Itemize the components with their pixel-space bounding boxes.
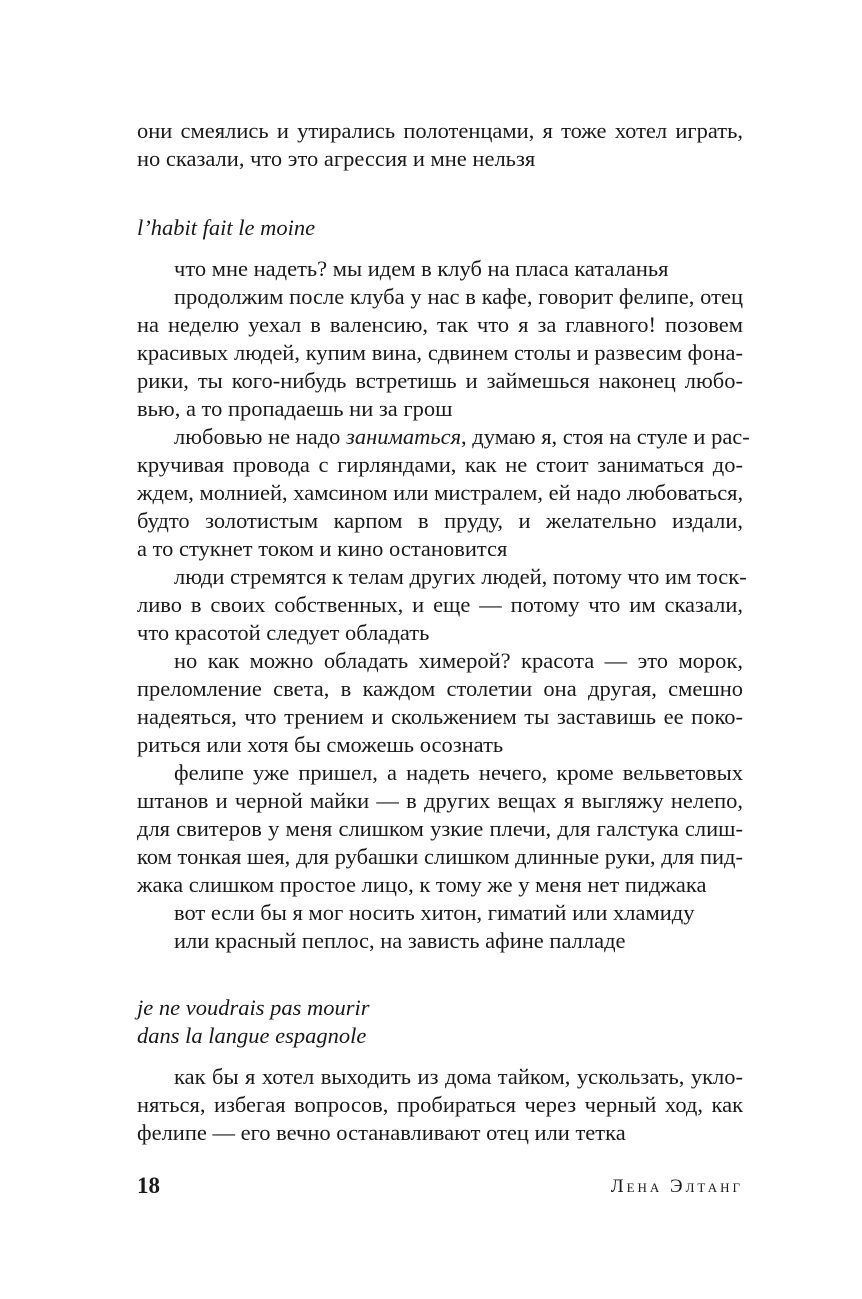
text-line: вью, а то пропадаешь ни за грош: [137, 396, 453, 421]
text-line: жака слишком простое лицо, к тому же у меня нет пиджака: [137, 872, 707, 897]
text-line: или красный пеплос, на зависть афине палладе: [174, 928, 626, 953]
page-number: 18: [137, 1173, 160, 1198]
text-line: они смеялись и утирались полотенцами, я тоже хотел играть,: [137, 118, 743, 143]
text-line: красивых людей, купим вина, сдвинем столы и развесим фона-: [137, 340, 743, 365]
text-line: фелипе уже пришел, а надеть нечего, кроме вельветовых: [174, 760, 743, 785]
emphasis-word: заниматься: [346, 424, 462, 449]
text-line: риться или хотя бы сможешь осознать: [137, 732, 504, 757]
text-line: фелипе — его вечно останавливают отец или тетка: [137, 1120, 626, 1145]
text-line: как бы я хотел выходить из дома тайком, ускользать, укло-: [174, 1064, 743, 1089]
text-line: но сказали, что это агрессия и мне нельзя: [137, 146, 536, 171]
text-line: няться, избегая вопросов, пробираться через черный ход, как: [137, 1092, 743, 1117]
text-span: любовью не надо: [174, 424, 347, 449]
text-line: ливо в своих собственных, и еще — потому что им сказали,: [137, 592, 743, 617]
section-heading: l’habit fait le moine: [137, 215, 316, 240]
text-line: но как можно обладать химерой? красота — это морок,: [174, 648, 743, 673]
text-line: [174, 423, 750, 451]
text-line: продолжим после клуба у нас в кафе, говорит фелипе, отец: [174, 284, 743, 309]
text-line: а то стукнет током и кино остановится: [137, 536, 508, 561]
text-line: что мне надеть? мы идем в клуб на пласа каталанья: [174, 256, 669, 281]
text-line: вот если бы я мог носить хитон, гиматий или хламиду: [174, 900, 695, 925]
text-line: люди стремятся к телам других людей, потому что им тоск-: [174, 564, 747, 589]
section-heading: dans la langue espagnole: [137, 1023, 367, 1048]
text-span: , думаю я, стоя на стуле и рас-: [461, 424, 750, 449]
text-line: на неделю уехал в валенсию, так что я за главного! позовем: [137, 312, 743, 337]
text-line: будто золотистым карпом в пруду, и желательно издали,: [137, 508, 743, 533]
text-line: ком тонкая шея, для рубашки слишком длинные руки, для пид-: [137, 844, 743, 869]
text-line: кручивая провода с гирляндами, как не стоит заниматься до-: [137, 452, 743, 477]
text-line: преломление света, в каждом столетии она другая, смешно: [137, 676, 743, 701]
text-line: ждем, молнией, хамсином или мистралем, ей надо любоваться,: [137, 480, 744, 505]
text-line: что красотой следует обладать: [137, 620, 430, 645]
text-line: штанов и черной майки — в других вещах я выгляжу нелепо,: [137, 788, 743, 813]
text-line: рики, ты кого-нибудь встретишь и займешься наконец любо-: [137, 368, 743, 393]
running-footer-author: Лена Элтанг: [610, 1176, 743, 1197]
text-line: для свитеров у меня слишком узкие плечи, для галстука слиш-: [137, 816, 743, 841]
section-heading: je ne voudrais pas mourir: [137, 995, 370, 1020]
text-line: надеяться, что трением и скольжением ты заставишь ее поко-: [137, 704, 743, 729]
